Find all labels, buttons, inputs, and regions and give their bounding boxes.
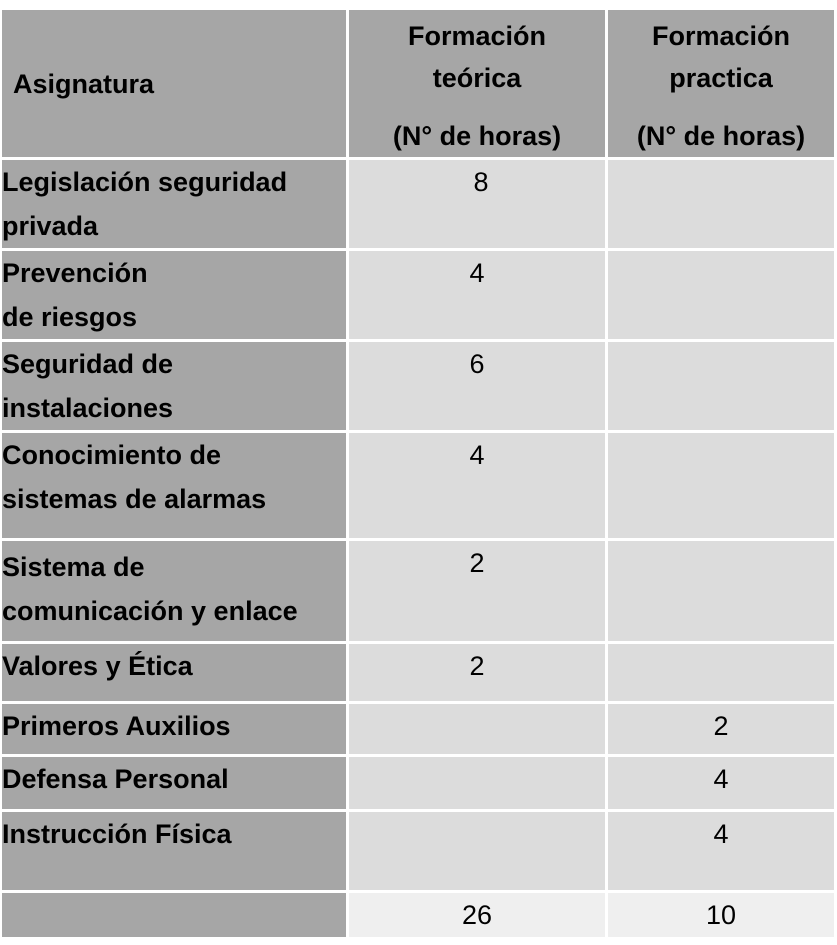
- subject-line: Valores y Ética: [2, 651, 193, 681]
- subject-cell: [2, 541, 349, 644]
- subject-cell: [2, 644, 349, 704]
- table-row: [2, 251, 834, 342]
- table-row: [2, 757, 834, 812]
- table-row: [2, 342, 834, 433]
- practice-total: 10: [608, 893, 834, 940]
- practice-hours: [608, 541, 834, 644]
- subject-line: Sistema de: [2, 552, 145, 582]
- subject-line: instalaciones: [2, 393, 174, 423]
- header-practice: [608, 10, 834, 160]
- subject-cell: [2, 342, 349, 433]
- theory-hours: [349, 812, 608, 893]
- theory-hours: 6: [349, 342, 608, 433]
- totals-row: [2, 893, 834, 940]
- header-theory: [349, 10, 608, 160]
- header-practice-line3: (N° de horas): [636, 121, 806, 151]
- subject-cell: [2, 160, 349, 251]
- subject-line: comunicación y enlace: [2, 596, 298, 626]
- header-subject: Asignatura: [2, 10, 349, 160]
- subject-line: Conocimiento de: [2, 440, 222, 470]
- subject-line: Primeros Auxilios: [2, 711, 231, 741]
- header-practice-line1: Formación: [651, 21, 791, 51]
- theory-hours: [349, 160, 608, 251]
- header-practice-line2: practica: [669, 63, 773, 93]
- table-row: [2, 704, 834, 757]
- practice-hours: [608, 160, 834, 251]
- table-row: [2, 433, 834, 541]
- subject-line: Seguridad de: [2, 349, 174, 379]
- table-row: [2, 644, 834, 704]
- subject-cell: [2, 812, 349, 893]
- subject-line: de riesgos: [2, 302, 138, 332]
- subject-cell: [2, 251, 349, 342]
- subject-line: Instrucción Física: [2, 819, 232, 849]
- subject-line: privada: [2, 211, 99, 241]
- theory-hours: 4: [349, 251, 608, 342]
- practice-hours: [608, 342, 834, 433]
- header-theory-line2: teórica: [432, 63, 522, 93]
- training-hours-table: [2, 10, 834, 940]
- practice-hours: [608, 644, 834, 704]
- header-theory-line1: Formación: [407, 21, 547, 51]
- totals-label-cell: [2, 893, 349, 940]
- theory-hours: 2: [349, 644, 608, 704]
- table-row: [2, 541, 834, 644]
- practice-hours: 4: [608, 812, 834, 893]
- subject-cell: [2, 433, 349, 541]
- practice-hours: 4: [608, 757, 834, 812]
- practice-hours: [608, 251, 834, 342]
- header-theory-line3: (N° de horas): [392, 121, 562, 151]
- theory-hours: [349, 757, 608, 812]
- subject-line: Defensa Personal: [2, 764, 229, 794]
- theory-total: 26: [349, 893, 608, 940]
- header-row: [2, 10, 834, 160]
- table-row: [2, 812, 834, 893]
- subject-line: Legislación seguridad: [2, 167, 288, 197]
- subject-cell: [2, 704, 349, 757]
- theory-value: 8: [473, 167, 489, 197]
- theory-hours: [349, 704, 608, 757]
- theory-hours: 4: [349, 433, 608, 541]
- subject-line: sistemas de alarmas: [2, 484, 267, 514]
- subject-line: Prevención: [2, 258, 148, 288]
- subject-cell: [2, 757, 349, 812]
- theory-hours: 2: [349, 541, 608, 644]
- practice-hours: [608, 433, 834, 541]
- table-row: [2, 160, 834, 251]
- practice-hours: 2: [608, 704, 834, 757]
